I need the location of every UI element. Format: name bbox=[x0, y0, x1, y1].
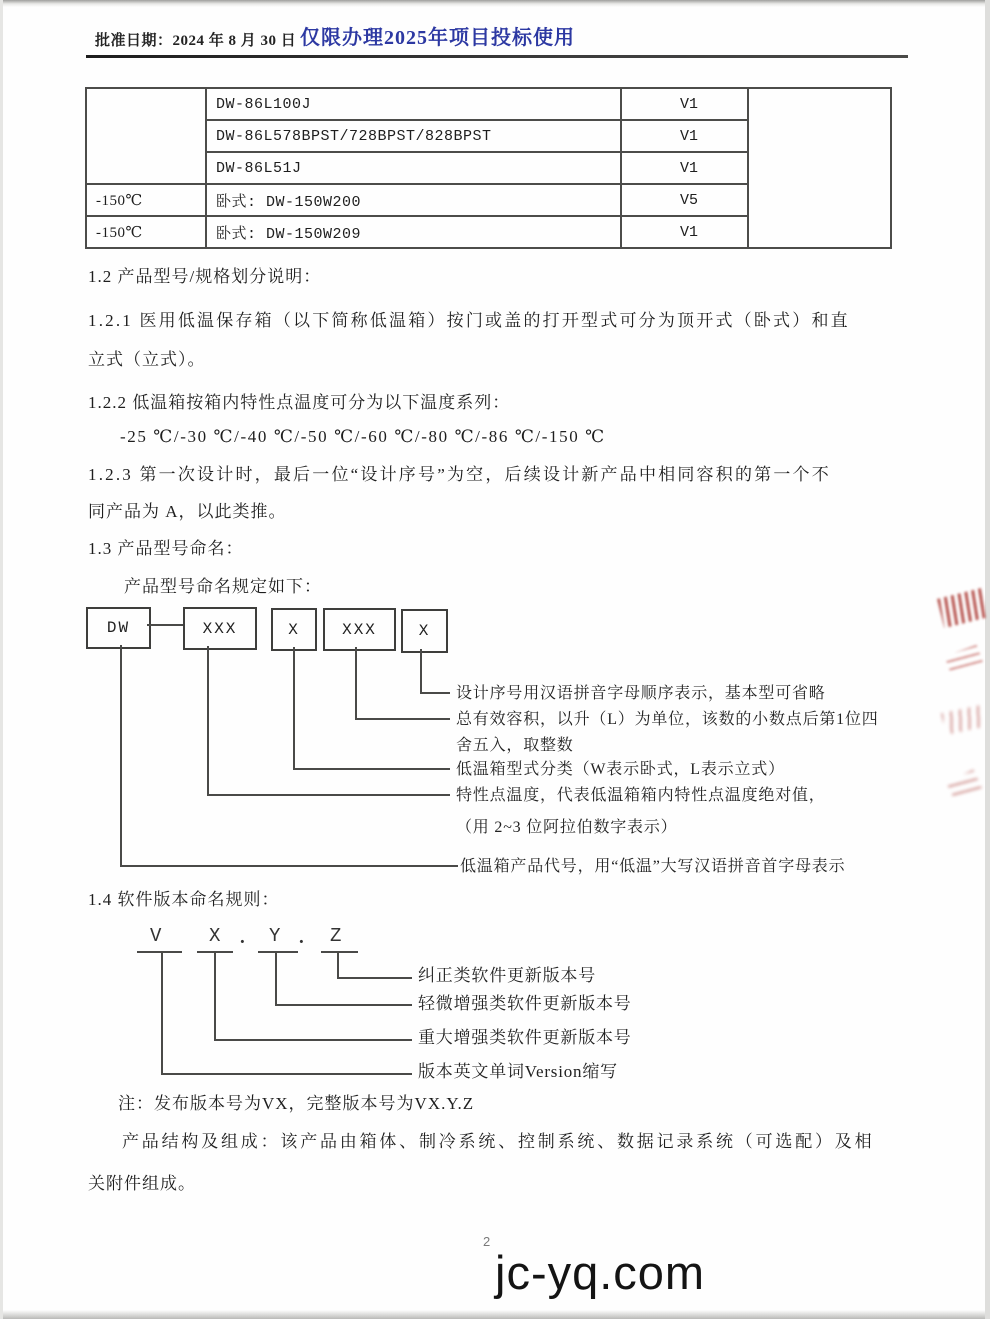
section-1-2-2-heading: 1.2.2 低温箱按箱内特性点温度可分为以下温度系列： bbox=[88, 393, 511, 412]
design-seq-label: 设计序号用汉语拼音字母顺序表示，基本型可省略 bbox=[456, 685, 826, 702]
leader-line-horizontal bbox=[337, 977, 412, 979]
leader-line-vertical bbox=[337, 951, 339, 979]
section-1-3-heading: 1.3 产品型号命名： bbox=[88, 539, 244, 558]
version-dot: . bbox=[299, 927, 304, 948]
red-stamp-artifact bbox=[948, 585, 988, 695]
header-rule bbox=[86, 55, 908, 58]
char-temp-label-line1: 特性点温度，代表低温箱箱内特性点温度绝对值， bbox=[456, 787, 826, 804]
version-dot: . bbox=[240, 927, 245, 948]
red-stamp-artifact bbox=[952, 700, 988, 805]
scan-edge-bottom bbox=[0, 1310, 990, 1319]
section-1-2-1-line2: 立式（立式）。 bbox=[88, 350, 206, 369]
blank-cell-merged bbox=[748, 88, 891, 248]
major-version-label: 重大增强类软件更新版本号 bbox=[418, 1028, 632, 1047]
version-letter-v: V bbox=[150, 925, 162, 947]
model-code-box-xxx2: XXX bbox=[323, 608, 396, 651]
letter-underline bbox=[321, 951, 358, 953]
leader-line-horizontal bbox=[293, 768, 450, 770]
letter-underline bbox=[258, 951, 298, 953]
table-row bbox=[86, 88, 891, 120]
model-code-box-dw: DW bbox=[86, 607, 151, 649]
section-1-2-1-line1: 1.2.1 医用低温保存箱（以下简称低温箱）按门或盖的打开型式可分为顶开式（卧式）和直 bbox=[88, 311, 850, 330]
model-spec-table bbox=[85, 87, 892, 249]
leader-line-horizontal bbox=[355, 718, 450, 720]
leader-line-vertical bbox=[420, 649, 422, 693]
leader-line-horizontal bbox=[161, 1073, 412, 1075]
watermark-text: jc-yq.com bbox=[495, 1246, 706, 1299]
char-temp-label-line2: （用 2~3 位阿拉伯数字表示） bbox=[456, 819, 678, 836]
patch-version-label: 纠正类软件更新版本号 bbox=[418, 966, 596, 985]
version-letter-x: X bbox=[209, 925, 221, 947]
composition-line1: 产品结构及组成：该产品由箱体、制冷系统、控制系统、数据记录系统（可选配）及相 bbox=[122, 1132, 875, 1151]
leader-line-vertical bbox=[120, 645, 122, 866]
temp-cell: -150℃ bbox=[86, 216, 206, 248]
page-number: 2 bbox=[483, 1234, 491, 1249]
section-1-3-subtitle: 产品型号命名规定如下： bbox=[124, 577, 322, 596]
leader-line-vertical bbox=[214, 951, 216, 1041]
version-cell: V5 bbox=[621, 184, 748, 216]
section-1-4-heading: 1.4 软件版本命名规则： bbox=[88, 890, 280, 909]
model-cell: DW-86L100J bbox=[206, 88, 621, 120]
leader-line-vertical bbox=[161, 951, 163, 1075]
leader-line-vertical bbox=[293, 647, 295, 769]
scan-edge-top bbox=[0, 0, 990, 7]
version-cell: V1 bbox=[621, 152, 748, 184]
box-connector-line bbox=[147, 624, 183, 626]
version-letter-y: Y bbox=[269, 925, 281, 947]
model-code-box-xxx1: XXX bbox=[183, 607, 257, 650]
version-cell: V1 bbox=[621, 88, 748, 120]
leader-line-horizontal bbox=[120, 865, 458, 867]
section-1-2-heading: 1.2 产品型号/规格划分说明： bbox=[88, 267, 322, 286]
model-cell: 卧式: DW-150W209 bbox=[206, 216, 621, 248]
minor-version-label: 轻微增强类软件更新版本号 bbox=[418, 994, 632, 1013]
leader-line-vertical bbox=[207, 646, 209, 795]
section-1-2-3-line2: 同产品为 A，以此类推。 bbox=[88, 502, 287, 521]
version-letter-z: Z bbox=[330, 925, 342, 947]
volume-label-line2: 舍五入，取整数 bbox=[456, 737, 574, 754]
leader-line-horizontal bbox=[214, 1039, 412, 1041]
type-class-label: 低温箱型式分类（W表示卧式，L表示立式） bbox=[456, 761, 785, 778]
approval-date-text: 批准日期：2024 年 8 月 30 日 bbox=[95, 33, 297, 49]
section-1-2-3-line1: 1.2.3 第一次设计时，最后一位“设计序号”为空，后续设计新产品中相同容积的第一个不 bbox=[88, 465, 831, 484]
temp-cell-merged bbox=[86, 88, 206, 184]
temperature-series-text: -25 ℃/-30 ℃/-40 ℃/-50 ℃/-60 ℃/-80 ℃/-86 ℃/-150 ℃ bbox=[120, 427, 606, 446]
temp-cell: -150℃ bbox=[86, 184, 206, 216]
version-note-text: 注：发布版本号为VX，完整版本号为VX.Y.Z bbox=[118, 1094, 475, 1113]
leader-line-vertical bbox=[355, 647, 357, 719]
model-cell: DW-86L51J bbox=[206, 152, 621, 184]
scan-edge-left bbox=[0, 0, 3, 1319]
model-code-box-x1: X bbox=[271, 608, 317, 651]
volume-label-line1: 总有效容积，以升（L）为单位，该数的小数点后第1位四 bbox=[456, 711, 879, 728]
model-cell: DW-86L578BPST/728BPST/828BPST bbox=[206, 120, 621, 152]
leader-line-horizontal bbox=[420, 692, 450, 694]
composition-line2: 关附件组成。 bbox=[88, 1174, 196, 1193]
model-code-box-x2: X bbox=[401, 609, 448, 653]
product-code-label: 低温箱产品代号，用“低温”大写汉语拼音首字母表示 bbox=[460, 858, 846, 875]
leader-line-horizontal bbox=[207, 794, 450, 796]
version-cell: V1 bbox=[621, 216, 748, 248]
letter-underline bbox=[137, 951, 182, 953]
version-cell: V1 bbox=[621, 120, 748, 152]
version-word-label: 版本英文单词Version缩写 bbox=[418, 1062, 618, 1081]
model-cell: 卧式: DW-150W200 bbox=[206, 184, 621, 216]
bid-use-notice-text: 仅限办理2025年项目投标使用 bbox=[300, 27, 575, 49]
leader-line-horizontal bbox=[275, 1004, 412, 1006]
leader-line-vertical bbox=[275, 951, 277, 1006]
